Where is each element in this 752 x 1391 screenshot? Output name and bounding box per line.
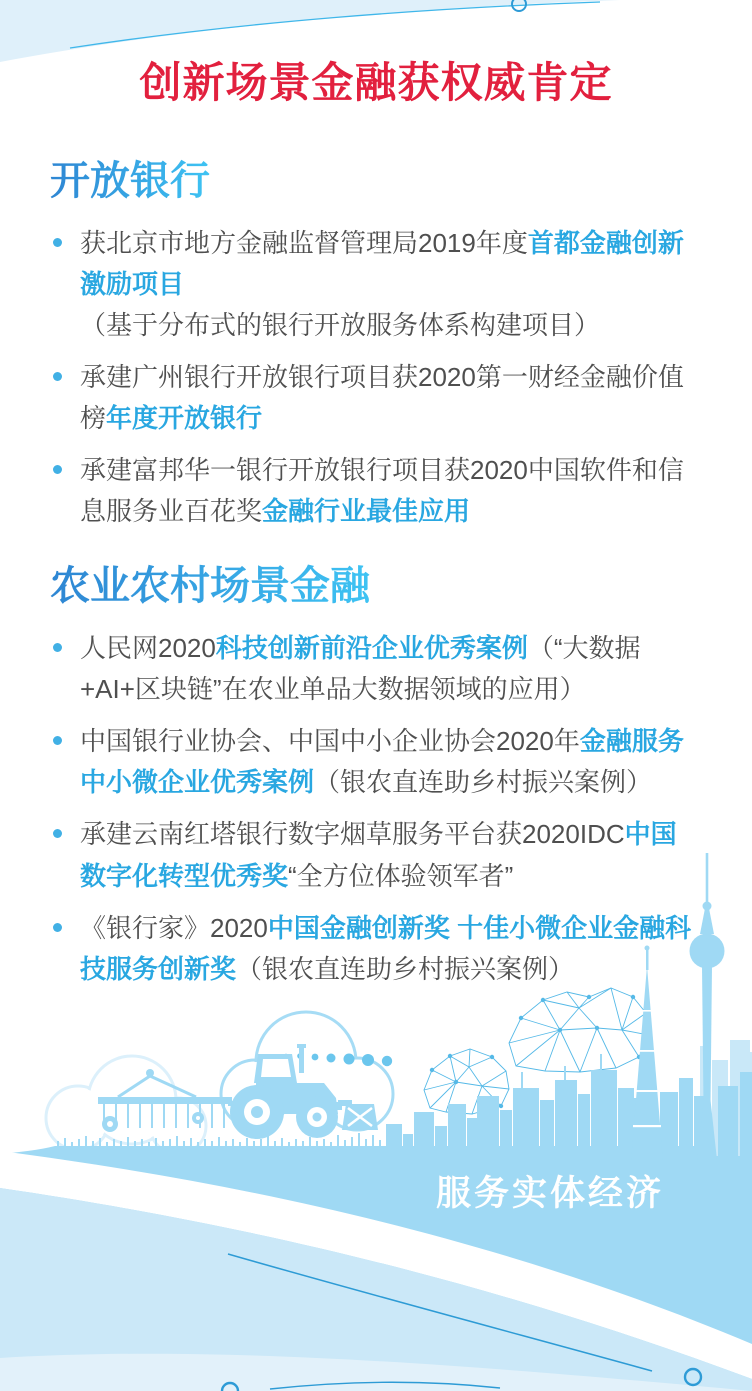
mesh-cloud-large-icon bbox=[509, 988, 651, 1072]
bullet-dot bbox=[53, 643, 62, 652]
bullet-dot bbox=[53, 829, 62, 838]
bullet-dot bbox=[53, 238, 62, 247]
award-text: 承建云南红塔银行数字烟草服务平台获2020IDC中国数字化转型优秀奖“全方位体验领军者” bbox=[80, 819, 677, 891]
award-list-open-banking bbox=[50, 223, 702, 533]
award-item bbox=[50, 908, 702, 990]
award-item bbox=[50, 450, 702, 532]
bullet-dot bbox=[53, 372, 62, 381]
main-content bbox=[0, 56, 752, 990]
bullet-dot bbox=[53, 736, 62, 745]
award-text: 人民网2020科技创新前沿企业优秀案例（“大数据+AI+区块链”在农业单品大数据领域的应用） bbox=[80, 633, 641, 705]
award-text: 承建富邦华一银行开放银行项目获2020中国软件和信息服务业百花奖金融行业最佳应用 bbox=[80, 454, 684, 527]
section-heading-agriculture: 农业农村场景金融 bbox=[50, 560, 370, 612]
award-text: 获北京市地方金融监督管理局2019年度首都金融创新激励项目（基于分布式的银行开放服务体系构建项目） bbox=[80, 227, 684, 340]
top-wedge-shape bbox=[0, 0, 620, 62]
section-heading-open-banking: 开放银行 bbox=[50, 155, 210, 207]
award-text: 承建广州银行开放银行项目获2020第一财经金融价值榜年度开放银行 bbox=[80, 361, 684, 433]
footer-slogan: 服务实体经济 bbox=[436, 1174, 665, 1213]
city-skyline-silhouette bbox=[386, 1054, 752, 1160]
section-agriculture-finance bbox=[50, 560, 702, 990]
award-list-agriculture bbox=[50, 628, 702, 990]
award-item bbox=[50, 223, 702, 346]
section-open-banking bbox=[50, 155, 702, 533]
bullet-dot bbox=[53, 465, 62, 474]
award-text: 中国银行业协会、中国中小企业协会2020年金融服务中小微企业优秀案例（银农直连助乡村振兴案例） bbox=[80, 726, 684, 798]
award-item bbox=[50, 814, 702, 896]
bullet-dot bbox=[53, 923, 62, 932]
award-item bbox=[50, 628, 702, 710]
award-item bbox=[50, 357, 702, 439]
award-text: 《银行家》2020中国金融创新奖 十佳小微企业金融科技服务创新奖（银农直连助乡村振兴案例） bbox=[80, 912, 692, 984]
page-title: 创新场景金融获权威肯定 bbox=[139, 59, 613, 106]
cloud-outline-pale-icon bbox=[46, 1056, 206, 1154]
award-item bbox=[50, 721, 702, 803]
